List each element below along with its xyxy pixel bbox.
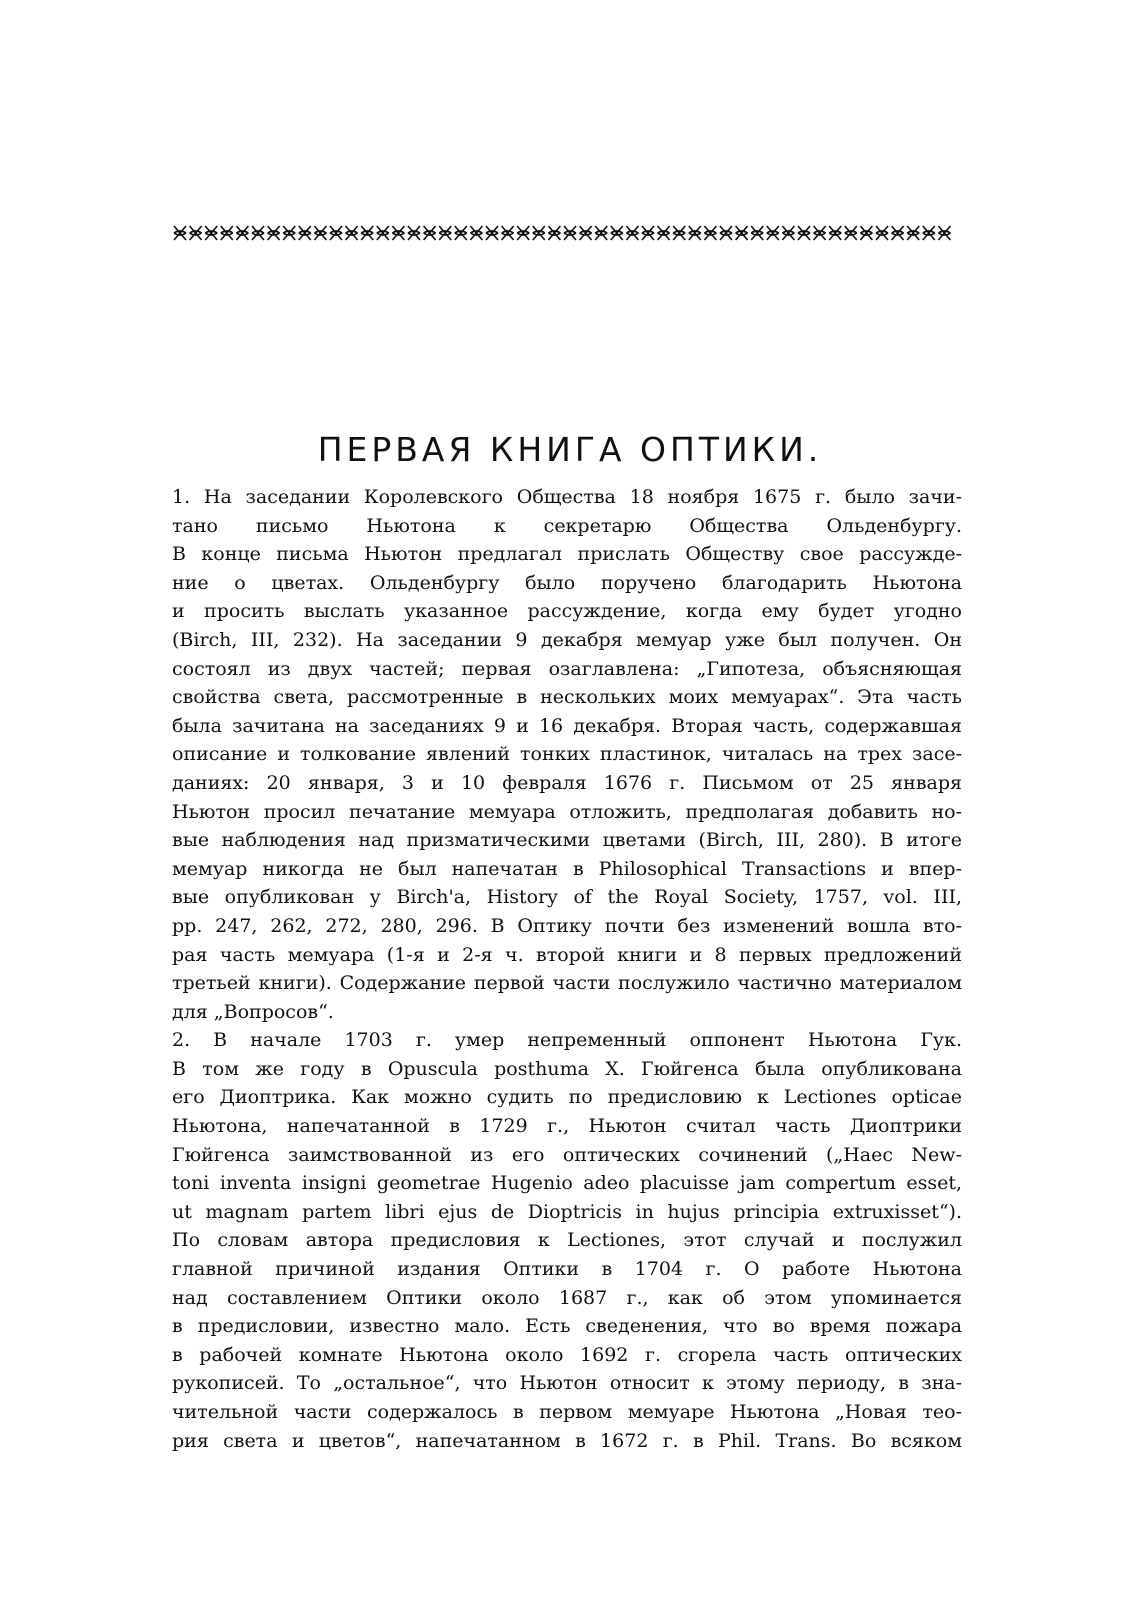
text-line: для „Вопросов“. <box>172 1000 334 1023</box>
ornament-motif <box>361 226 373 240</box>
ornament-motif <box>580 226 592 240</box>
ornament-motif <box>174 226 186 240</box>
ornament-motif <box>236 226 248 240</box>
ornament-motif <box>736 226 748 240</box>
text-line: рукописей. То „остальное“, что Ньютон относит к этому периоду, в зна- <box>172 1372 962 1395</box>
ornament-motif <box>392 226 404 240</box>
ornament-motif <box>845 226 857 240</box>
ornament-motif <box>767 226 779 240</box>
ornament-motif <box>299 226 311 240</box>
ornament-motif <box>455 226 467 240</box>
ornament-motif <box>907 226 919 240</box>
ornament-motif <box>377 226 389 240</box>
ornament-motif <box>252 226 264 240</box>
ornament-motif <box>408 226 420 240</box>
text-line: toni inventa insigni geometrae Hugenio adeo placuisse jam compertum esset, <box>172 1172 962 1195</box>
text-line: тано письмо Ньютона к секретарю Общества Ольденбургу. <box>172 514 962 537</box>
ornament-motif <box>190 226 202 240</box>
text-line: В конце письма Ньютон предлагал прислать Обществу свое рассужде- <box>172 543 962 566</box>
text-line: Ньютон просил печатание мемуара отложить, предполагая добавить но- <box>172 800 962 823</box>
ornament-motif <box>486 226 498 240</box>
ornament-motif <box>751 226 763 240</box>
ornament-motif <box>221 226 233 240</box>
text-line: pp. 247, 262, 272, 280, 296. В Оптику почти без изменений вошла вто- <box>172 914 962 937</box>
text-line: В том же году в Opuscula posthuma X. Гюйгенса была опубликована <box>172 1057 962 1080</box>
text-line: рая часть мемуара (1-я и 2-я ч. второй книги и 8 первых предложений <box>172 943 962 966</box>
ornament-motif <box>564 226 576 240</box>
text-line: ut magnam partem libri ejus de Dioptricis in hujus principia extruxisset“). <box>172 1200 962 1223</box>
ornament-motif <box>938 226 950 240</box>
ornament-motif <box>923 226 935 240</box>
ornament-motif <box>314 226 326 240</box>
text-line: даниях: 20 января, 3 и 10 февраля 1676 г. Письмом от 25 января <box>172 771 962 794</box>
text-line: свойства света, рассмотренные в нескольких моих мемуарах“. Эта часть <box>172 686 962 709</box>
ornament-motif <box>283 226 295 240</box>
text-line: чительной части содержалось в первом мемуаре Ньютона „Новая тео- <box>172 1401 962 1423</box>
ornament-motif <box>439 226 451 240</box>
text-line: вые наблюдения над призматическими цветами (Birch, III, 280). В итоге <box>172 829 962 852</box>
text-line: вые опубликован у Birch'а, History of the Royal Society, 1757, vol. III, <box>172 886 962 909</box>
ornament-motif <box>892 226 904 240</box>
text-line: описание и толкование явлений тонких пластинок, читалась на трех засе- <box>172 743 962 766</box>
ornament-motif <box>268 226 280 240</box>
ornament-motif <box>346 226 358 240</box>
text-line: его Диоптрика. Как можно судить по предисловию к Lectiones opticae <box>172 1086 962 1109</box>
text-line: 2. В начале 1703 г. умер непременный оппонент Ньютона Гук. <box>172 1029 962 1052</box>
body-text <box>172 483 962 1455</box>
ornament-motif <box>642 226 654 240</box>
ornament-motif <box>548 226 560 240</box>
ornament-motif <box>782 226 794 240</box>
text-line: По словам автора предисловия к Lectiones, этот случай и послужил <box>172 1229 962 1252</box>
text-line: главной причиной издания Оптики в 1704 г. О работе Ньютона <box>172 1258 962 1281</box>
text-line: в рабочей комнате Ньютона около 1692 г. сгорела часть оптических <box>172 1343 962 1366</box>
chapter-title: ПЕРВАЯ КНИГА ОПТИКИ. <box>317 430 823 469</box>
ornament-motif <box>814 226 826 240</box>
ornament-motif <box>829 226 841 240</box>
ornament-motif <box>860 226 872 240</box>
text-line: в предисловии, известно мало. Есть сведенения, что во время пожара <box>172 1315 962 1338</box>
ornament-motif <box>720 226 732 240</box>
ornament-motif <box>704 226 716 240</box>
text-line: над составлением Оптики около 1687 г., как об этом упоминается <box>172 1286 962 1309</box>
ornament-motif <box>658 226 670 240</box>
ornament-motif <box>517 226 529 240</box>
text-line: ние о цветах. Ольденбургу было поручено благодарить Ньютона <box>172 571 962 594</box>
text-line: состоял из двух частей; первая озаглавлена: „Гипотеза, объясняющая <box>172 657 962 680</box>
text-line: Гюйгенса заимствованной из его оптических сочинений („Haec New- <box>172 1143 962 1166</box>
ornament-motif <box>470 226 482 240</box>
ornament-motif <box>798 226 810 240</box>
ornament-motif <box>330 226 342 240</box>
text-line: третьей книги). Содержание первой части послужило частично материалом <box>172 972 962 995</box>
decorative-border-ornament <box>172 220 962 246</box>
ornament-motif <box>502 226 514 240</box>
ornament-motif <box>626 226 638 240</box>
text-line: и просить выслать указанное рассуждение, когда ему будет угодно <box>172 600 962 623</box>
text-line: 1. На заседании Королевского Общества 18 ноября 1675 г. было зачи- <box>172 486 962 508</box>
text-line: (Birch, III, 232). На заседании 9 декабря мемуар уже был получен. Он <box>172 628 962 651</box>
text-line: рия света и цветов“, напечатанном в 1672 г. в Phil. Trans. Во всяком <box>172 1429 962 1452</box>
ornament-motif <box>595 226 607 240</box>
text-line: была зачитана на заседаниях 9 и 16 декабря. Вторая часть, содержавшая <box>172 714 962 737</box>
ornament-motif <box>876 226 888 240</box>
ornament-motif <box>424 226 436 240</box>
ornament-motif <box>205 226 217 240</box>
ornament-motif <box>533 226 545 240</box>
ornament-motif <box>673 226 685 240</box>
ornament-motif <box>689 226 701 240</box>
text-line: мемуар никогда не был напечатан в Philosophical Transactions и впер- <box>172 857 962 880</box>
text-line: Ньютона, напечатанной в 1729 г., Ньютон считал часть Диоптрики <box>172 1115 962 1138</box>
ornament-motif <box>611 226 623 240</box>
